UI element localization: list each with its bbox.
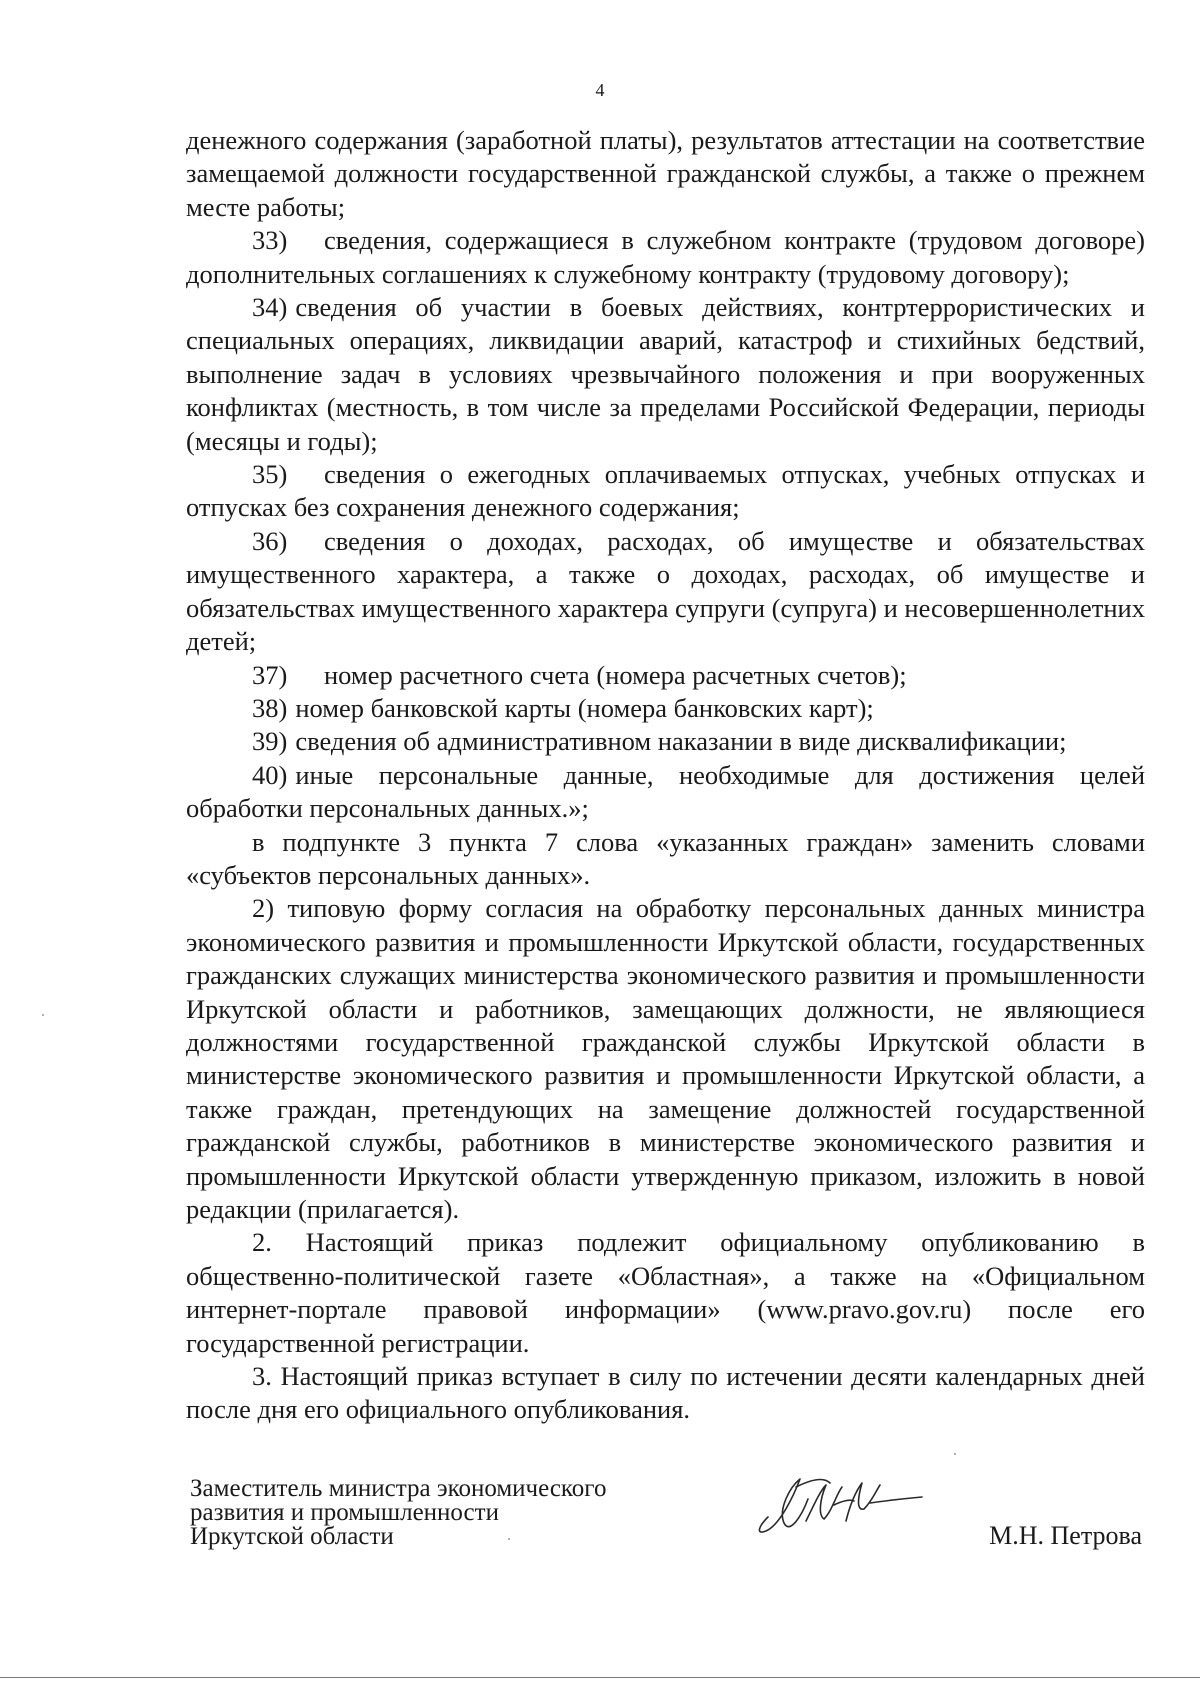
item-number: 40) — [252, 759, 288, 790]
paragraph-0: денежного содержания (заработной платы), результатов аттестации на соответствие замещаемой должности государственной гражданской службы, а также о прежнем месте работы; — [186, 125, 1145, 222]
bottom-edge-line — [0, 1677, 1200, 1678]
scan-artifact — [954, 1453, 956, 1455]
item-number: 37) — [252, 659, 288, 690]
item-text: иные персональные данные, необходимые для достижения целей обработки персональных данных.»; — [186, 759, 1145, 824]
list-item-37 — [186, 659, 1145, 692]
item-number: 38) — [252, 692, 288, 723]
item-text: сведения об административном наказании в виде дисквалификации; — [295, 726, 1067, 757]
signer-title-line: Иркутской области — [190, 1523, 394, 1550]
item-text: сведения, содержащиеся в служебном контракте (трудовом договоре) дополнительных соглашениях к служебному контракту (трудовому договору); — [186, 225, 1145, 289]
signer-title-line: Заместитель министра экономического — [190, 1475, 607, 1502]
list-item-35 — [186, 458, 1145, 525]
list-item-33 — [186, 224, 1145, 291]
list-item-39 — [186, 725, 1145, 758]
list-item-34 — [186, 291, 1145, 458]
signer-name: М.Н. Петрова — [989, 1521, 1142, 1550]
item-number: 35) — [252, 459, 288, 490]
paragraph-subpoint-3: в подпункте 3 пункта 7 слова «указанных граждан» заменить словами «субъектов персональных данных». — [186, 826, 1145, 890]
item-text: сведения о ежегодных оплачиваемых отпусках, учебных отпусках и отпусках без сохранения денежного содержания; — [186, 459, 1145, 523]
scan-artifact — [508, 1538, 510, 1540]
item-number: 34) — [252, 292, 288, 323]
signer-title — [190, 1477, 606, 1549]
handwritten-signature — [750, 1465, 940, 1545]
signer-title-line: развития и промышленности — [190, 1499, 499, 1526]
document-body — [186, 124, 1145, 1427]
scan-artifact — [42, 1014, 44, 1016]
item-text: номер банковской карты (номера банковских карт); — [295, 692, 874, 723]
list-item-38 — [186, 692, 1145, 725]
item-text: сведения о доходах, расходах, об имуществе и обязательствах имущественного характера, а также о доходах, расходах, об имуществе и обязательствах имущественного характера супруги (супруга) и несовершеннолетних детей; — [186, 525, 1145, 657]
item-text: сведения об участии в боевых действиях, контртеррористических и специальных операциях, ликвидации аварий, катастроф и стихийных бедствий, выполнение задач в условиях чрезвычайного положения и при вооруженных конфликтах (местность, в том числе за пределами Российской Федерации, периоды (месяцы и годы); — [186, 292, 1145, 456]
signature-block — [190, 1477, 1150, 1587]
item-number: 33) — [252, 225, 288, 256]
item-text: номер расчетного счета (номера расчетных счетов); — [324, 659, 907, 690]
paragraph-item-2-form: 2) типовую форму согласия на обработку персональных данных министра экономического развития и промышленности Иркутской области, государственных гражданских служащих министерства экономического развития и промышленности Иркутской области и работников, замещающих должности, не являющиеся должностями государственной гражданской службы Иркутской области в министерстве экономического развития и промышленности Иркутской области, а также граждан, претендующих на замещение должностей государственной гражданской службы, работников в министерстве экономического развития и промышленности Иркутской области утвержденную приказом, изложить в новой редакции (прилагается). — [186, 893, 1145, 1224]
paragraph-clause-2: 2. Настоящий приказ подлежит официальному опубликованию в общественно-политической газете «Областная», а также на «Официальном интернет-портале правовой информации» (www.pravo.gov.ru) после его государственной регистрации. — [186, 1227, 1145, 1358]
paragraph-clause-3: 3. Настоящий приказ вступает в силу по истечении десяти календарных дней после дня его официального опубликования. — [186, 1361, 1145, 1425]
list-item-40 — [186, 759, 1145, 826]
page-number: 4 — [595, 80, 605, 100]
item-number: 36) — [252, 525, 288, 556]
item-number: 39) — [252, 726, 288, 757]
list-item-36 — [186, 525, 1145, 659]
